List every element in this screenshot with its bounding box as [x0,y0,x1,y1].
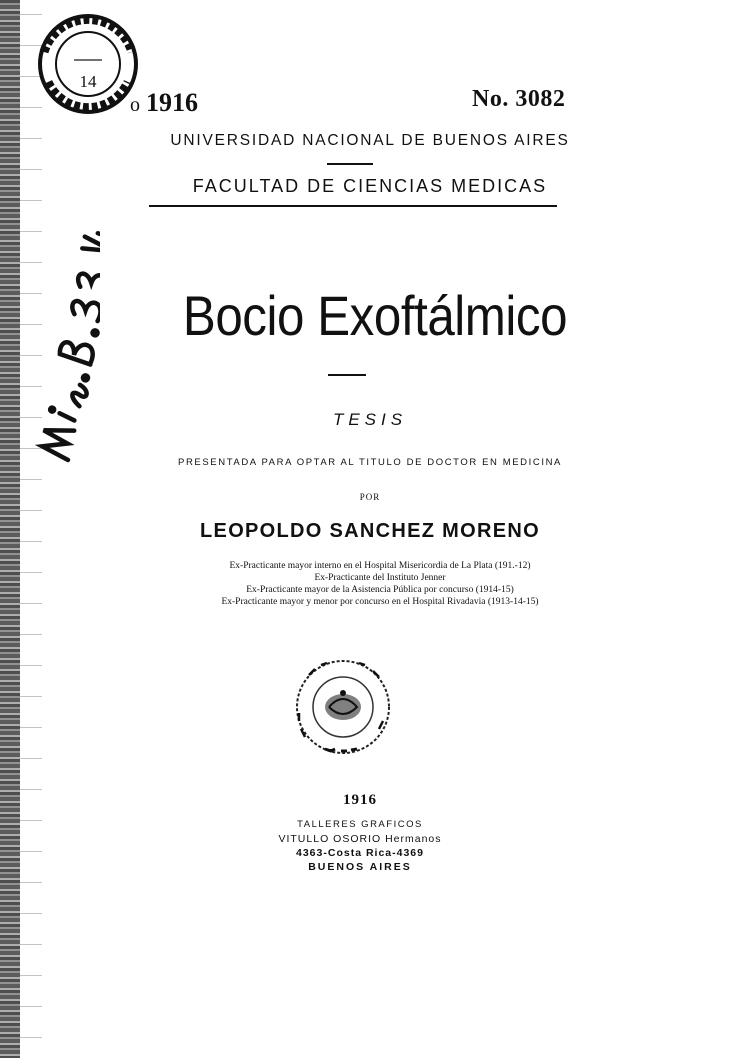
library-stamp [34,12,142,116]
presented-for: PRESENTADA PARA OPTAR AL TITULO DE DOCTOR EN MEDICINA [178,457,562,468]
divider-short [327,163,373,165]
thesis-title: Bocio Exoftálmico [182,284,568,347]
faculty-name: FACULTAD DE CIENCIAS MEDICAS [192,176,548,196]
credential-line: Ex-Practicante mayor y menor por concurso en el Hospital Rivadavia (1913-14-15) [221,597,539,607]
page-binding-edge [0,0,20,1058]
publication-year: 1916 [343,792,377,808]
page-binding-shadow [20,0,42,1058]
printer-line-name: VITULLO OSORIO Hermanos [278,833,442,845]
catalog-number: No. 3082 [472,86,566,112]
printer-line-address: 4363-Costa Rica-4369 [296,847,424,859]
title-divider [328,374,366,376]
faculty-seal [285,655,397,765]
credential-line: Ex-Practicante mayor de la Asistencia Pública por concurso (1914-15) [246,585,514,595]
credential-line: Ex-Practicante del Instituto Jenner [314,573,446,583]
header-year-prefix: o [130,94,140,116]
printer-imprint [180,818,540,874]
credential-line: Ex-Practicante mayor interno en el Hospital Misericordia de La Plata (191.-12) [229,561,531,571]
university-name: UNIVERSIDAD NACIONAL DE BUENOS AIRES [170,132,570,149]
header-year [130,88,198,118]
author-credentials [80,560,680,608]
by-label: POR [359,492,381,502]
printer-line-workshops: TALLERES GRAFICOS [297,819,423,830]
printer-line-city: BUENOS AIRES [308,861,412,873]
divider-long [149,205,557,207]
handwritten-catalog-note [20,220,100,470]
header-year-value: 1916 [146,88,198,117]
stamp-inner-number: 14 [79,72,97,91]
document-type: TESIS [332,410,408,429]
author-name: LEOPOLDO SANCHEZ MORENO [200,520,540,542]
